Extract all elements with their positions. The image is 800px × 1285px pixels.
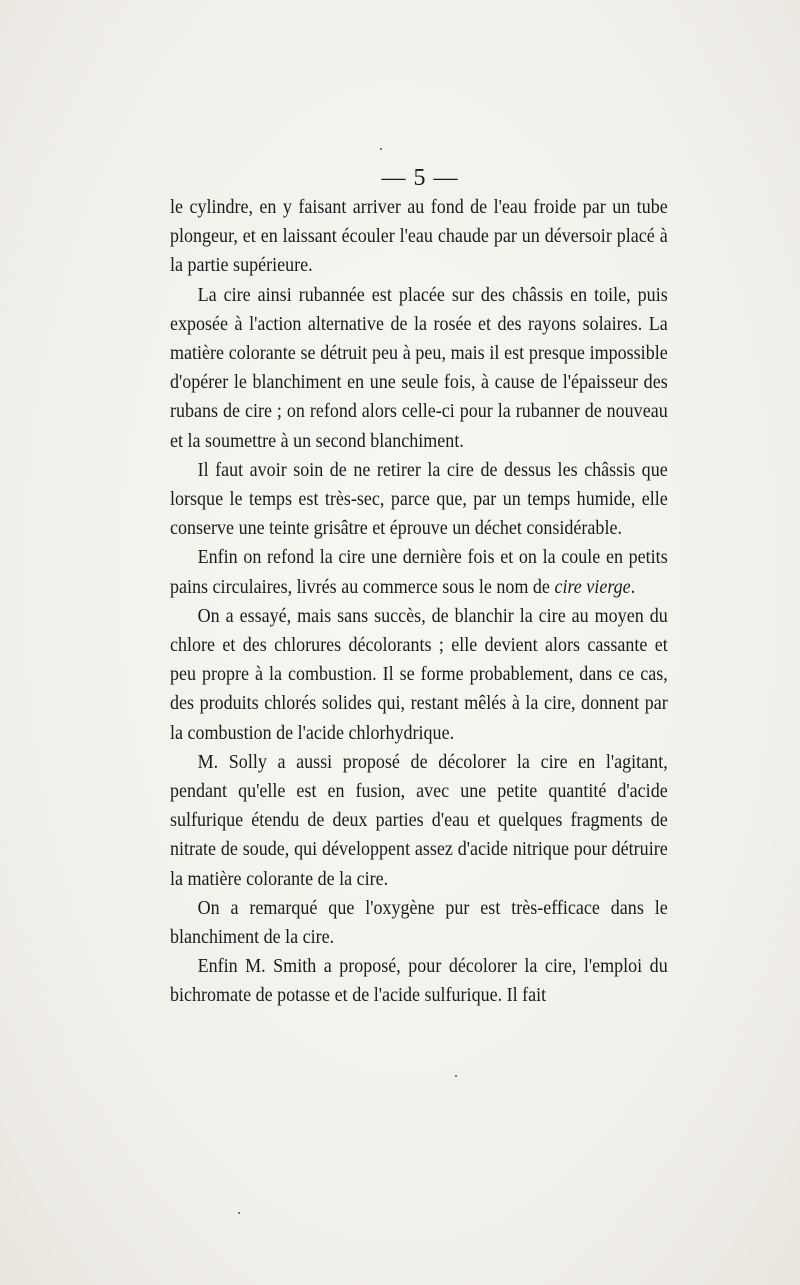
paper-speck	[455, 1075, 457, 1077]
paragraph-1: le cylindre, en y faisant arriver au fond de l'eau froide par un tube plongeur, et en laissant écouler l'eau chaude par un déversoir placé à la partie supérieure.	[170, 197, 668, 277]
paragraph-4-text: Enfin on refond la cire une dernière fois et on la coule en petits pains circulaires, livrés au commerce sous le nom de	[170, 547, 668, 598]
paragraph-4	[170, 543, 668, 601]
paper-speck	[238, 1212, 240, 1214]
page-number: — 5 —	[381, 165, 459, 191]
body-text	[170, 193, 668, 1011]
paragraph-5: On a essayé, mais sans succès, de blanchir la cire au moyen du chlore et des chlorures décolorants ; elle devient alors cassante et peu propre à la combustion. Il se forme probablement, dans ce cas, des produits chlorés solides qui, restant mêlés à la cire, donnent par la combustion de l'acide chlorhydrique.	[170, 605, 668, 744]
paper-speck	[380, 148, 382, 150]
paragraph-8: Enfin M. Smith a proposé, pour décolorer la cire, l'emploi du bichromate de potasse et de l'acide sulfurique. Il fait	[170, 956, 668, 1007]
paragraph-7: On a remarqué que l'oxygène pur est très-efficace dans le blanchiment de la cire.	[170, 897, 668, 949]
paragraph-3: Il faut avoir soin de ne retirer la cire de dessus les châssis que lorsque le temps est très-sec, parce que, par un temps humide, elle conserve une teinte grisâtre et éprouve un déchet considérable.	[170, 459, 668, 540]
paragraph-4-end: .	[630, 576, 636, 598]
italic-term: cire vierge	[554, 576, 631, 598]
paragraph-6: M. Solly a aussi proposé de décolorer la cire en l'agitant, pendant qu'elle est en fusion, avec une petite quantité d'acide sulfurique étendu de deux parties d'eau et quelques fragments de nitrate de soude, qui développent assez d'acide nitrique pour détruire la matière colorante de la cire.	[170, 751, 668, 890]
paragraph-2: La cire ainsi rubannée est placée sur des châssis en toile, puis exposée à l'action alternative de la rosée et des rayons solaires. La matière colorante se détruit peu à peu, mais il est presque impossible d'opérer le blanchiment en une seule fois, à cause de l'épaisseur des rubans de cire ; on refond alors celle-ci pour la rubanner de nouveau et la soumettre à un second blanchiment.	[170, 284, 668, 452]
